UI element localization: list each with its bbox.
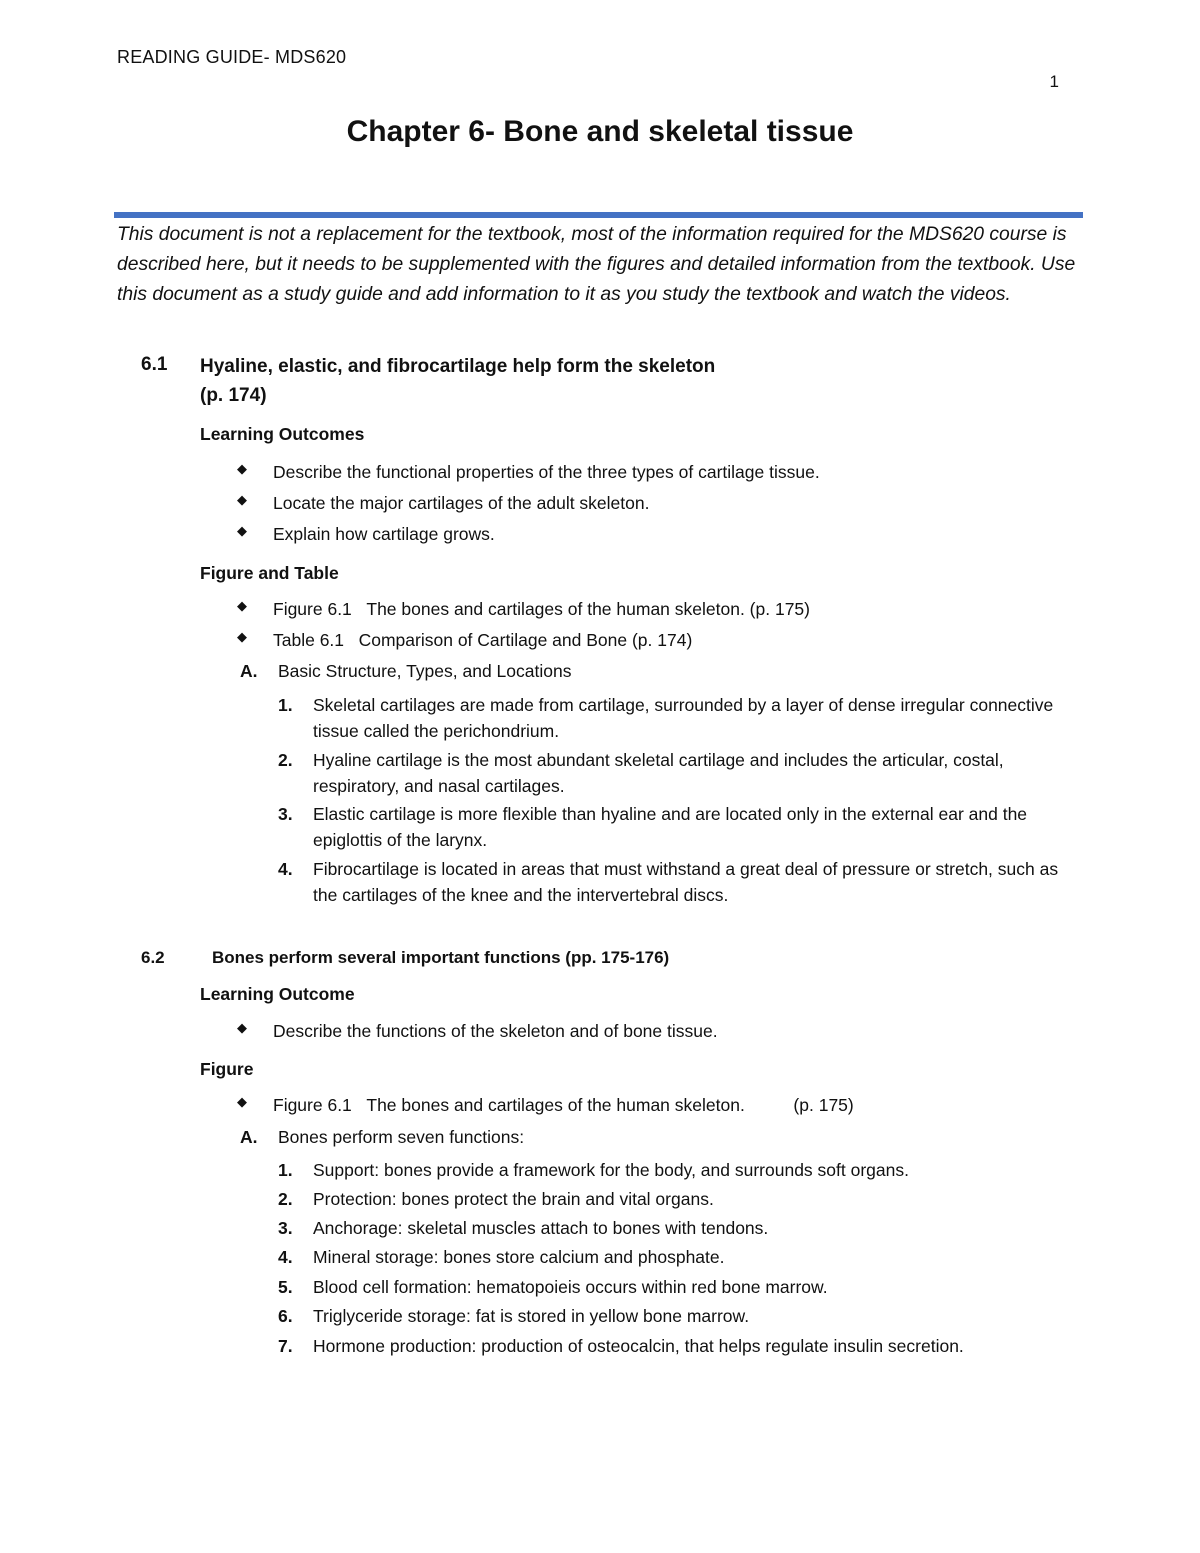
section-number: 6.2 [141, 948, 165, 967]
intro-paragraph: This document is not a replacement for the textbook, most of the information required for the MDS620 course is described here, but it needs to be supplemented with the figures and detailed information from the textbook. Use this document as a study guide and add information to it as you study the textbook and watch the videos. [117, 224, 1076, 305]
bullet-icon: ◆ [237, 1094, 247, 1109]
page-number: 1 [1049, 72, 1059, 91]
bullet-icon: ◆ [237, 1020, 247, 1035]
subsection-heading: A. Basic Structure, Types, and Locations [240, 661, 572, 681]
section-title-line: Hyaline, elastic, and fibrocartilage help form the skeleton [200, 356, 716, 377]
bullet-icon: ◆ [237, 492, 247, 507]
page-header: READING GUIDE- MDS620 [117, 47, 347, 67]
subsection-heading: A. Bones perform seven functions: [240, 1127, 525, 1147]
section-title-line: (p. 174) [200, 385, 267, 406]
bullet-icon: ◆ [237, 629, 247, 644]
chapter-title: Chapter 6- Bone and skeletal tissue [346, 115, 854, 148]
section-title: Bones perform several important functions (pp. 175-176) [212, 948, 670, 967]
figure-heading: Figure [200, 1059, 254, 1079]
title-divider [114, 212, 1083, 218]
section-number: 6.1 [141, 354, 168, 375]
bullet-icon: ◆ [237, 523, 247, 538]
learning-outcome-heading: Learning Outcome [200, 984, 355, 1004]
figure-table-heading: Figure and Table [200, 563, 339, 583]
learning-outcomes-heading: Learning Outcomes [200, 424, 365, 444]
bullet-icon: ◆ [237, 461, 247, 476]
bullet-icon: ◆ [237, 598, 247, 613]
section-title [200, 352, 715, 410]
